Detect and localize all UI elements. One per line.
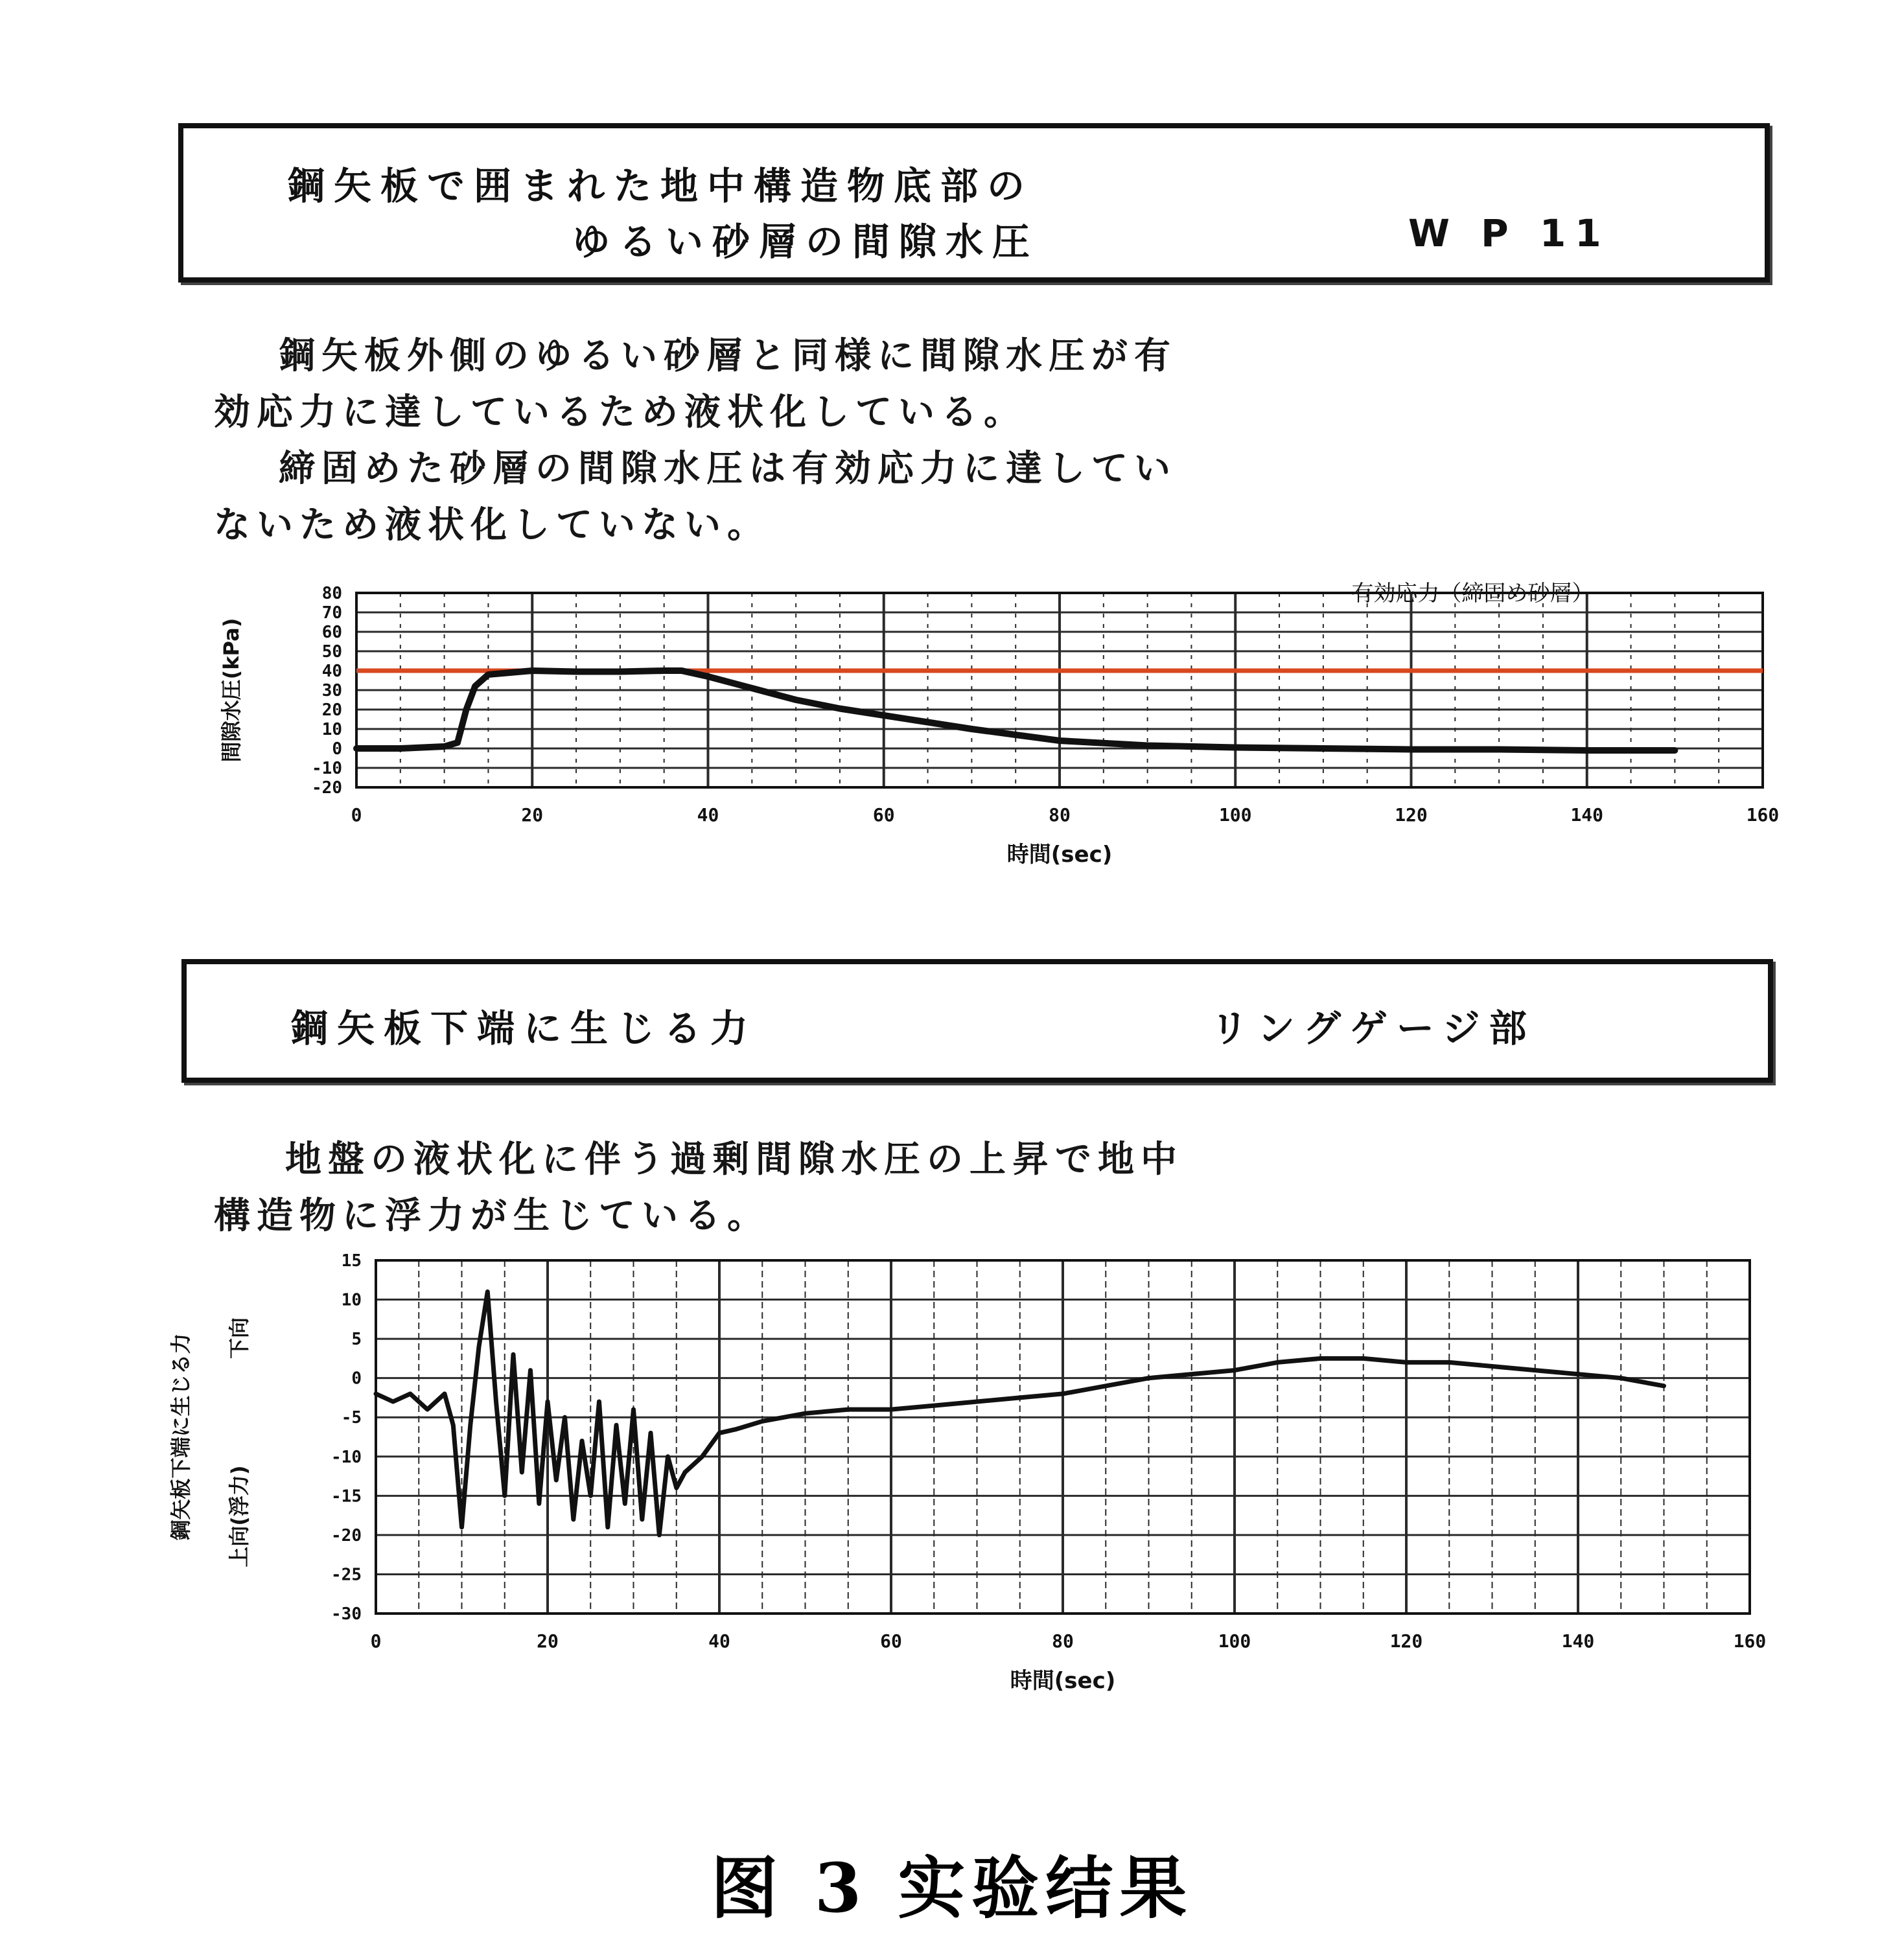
x-tick-label: 20: [521, 804, 544, 826]
section1-title-line2: ゆるい砂層の間隙水圧: [572, 220, 1039, 264]
y-tick-label: -10: [312, 759, 342, 778]
section2-paragraph-line1: 地盤の液状化に伴う過剰間隙水圧の上昇で地中: [285, 1139, 1183, 1181]
y-axis-label-up: 下向: [227, 1317, 251, 1360]
x-tick-label: 140: [1561, 1630, 1595, 1652]
y-tick-label: 10: [341, 1290, 362, 1310]
x-tick-label: 60: [880, 1630, 902, 1652]
section1-paragraph-line1: 鋼矢板外側のゆるい砂層と同様に間隙水圧が有: [279, 335, 1177, 377]
y-tick-label: 80: [321, 584, 342, 603]
x-axis-label: 時間(sec): [1010, 1668, 1116, 1694]
y-tick-label: 0: [332, 739, 342, 759]
y-tick-label: 50: [321, 642, 342, 662]
section1-paragraph-line3: 締固めた砂層の間隙水圧は有効応力に達してい: [279, 448, 1177, 490]
x-tick-label: 100: [1218, 804, 1252, 826]
x-tick-label: 160: [1733, 1630, 1767, 1652]
y-tick-label: -20: [312, 778, 342, 798]
x-tick-label: 80: [1049, 804, 1071, 826]
y-tick-label: -20: [331, 1525, 362, 1545]
y-tick-label: 0: [351, 1369, 362, 1389]
y-tick-label: 20: [321, 700, 342, 720]
y-tick-label: 10: [321, 720, 342, 739]
y-axis-label: 鋼矢板下端に生じる力: [168, 1333, 193, 1541]
section1-paragraph-line4: ないため液状化していない。: [214, 504, 770, 546]
section1-paragraph-line2: 効応力に達しているため液状化している。: [214, 391, 1027, 434]
x-tick-label: 120: [1389, 1630, 1423, 1652]
y-tick-label: 30: [321, 681, 342, 700]
pore-pressure-chart: [207, 570, 1828, 868]
y-tick-label: 60: [321, 623, 342, 642]
y-tick-label: 5: [351, 1330, 362, 1350]
x-tick-label: 100: [1218, 1630, 1251, 1652]
pore-pressure-chart-svg: [207, 570, 1828, 868]
y-tick-label: -5: [341, 1408, 362, 1428]
y-tick-label: -25: [331, 1565, 362, 1585]
x-tick-label: 20: [537, 1630, 559, 1652]
x-tick-label: 60: [872, 804, 895, 826]
y-axis-label-down: 上向(浮力): [227, 1465, 251, 1568]
sheet-pile-force-chart: [149, 1238, 1847, 1704]
y-tick-label: -10: [331, 1447, 362, 1467]
section2-paragraph-line2: 構造物に浮力が生じている。: [214, 1195, 770, 1237]
x-tick-label: 0: [370, 1630, 382, 1652]
effective-stress-annotation: 有効応力（締固め砂層）: [1351, 581, 1594, 607]
y-axis-label: 間隙水圧(kPa): [219, 618, 244, 763]
figure-caption: 图 3 实验结果: [710, 1848, 1194, 1928]
sheet-pile-force-chart-svg: [149, 1238, 1847, 1704]
y-tick-label: -15: [331, 1487, 362, 1507]
x-axis-label: 時間(sec): [1006, 842, 1113, 868]
y-tick-label: -30: [331, 1604, 362, 1624]
x-tick-label: 40: [708, 1630, 730, 1652]
section2-title-tag: リングゲージ部: [1211, 1006, 1536, 1050]
x-tick-label: 160: [1746, 804, 1780, 826]
section1-title-tag: W P 11: [1408, 211, 1610, 255]
section1-title-box: [178, 123, 1770, 283]
section2-title-box: [181, 959, 1773, 1083]
y-tick-label: 40: [321, 662, 342, 681]
x-tick-label: 120: [1395, 804, 1428, 826]
x-tick-label: 80: [1052, 1630, 1074, 1652]
x-tick-label: 140: [1570, 804, 1604, 826]
section1-title-line1: 鋼矢板で囲まれた地中構造物底部の: [287, 164, 1034, 208]
y-tick-label: 70: [321, 603, 342, 623]
x-tick-label: 40: [697, 804, 719, 826]
section2-title: 鋼矢板下端に生じる力: [290, 1006, 758, 1050]
x-tick-label: 0: [351, 804, 362, 826]
y-tick-label: 15: [341, 1251, 362, 1271]
